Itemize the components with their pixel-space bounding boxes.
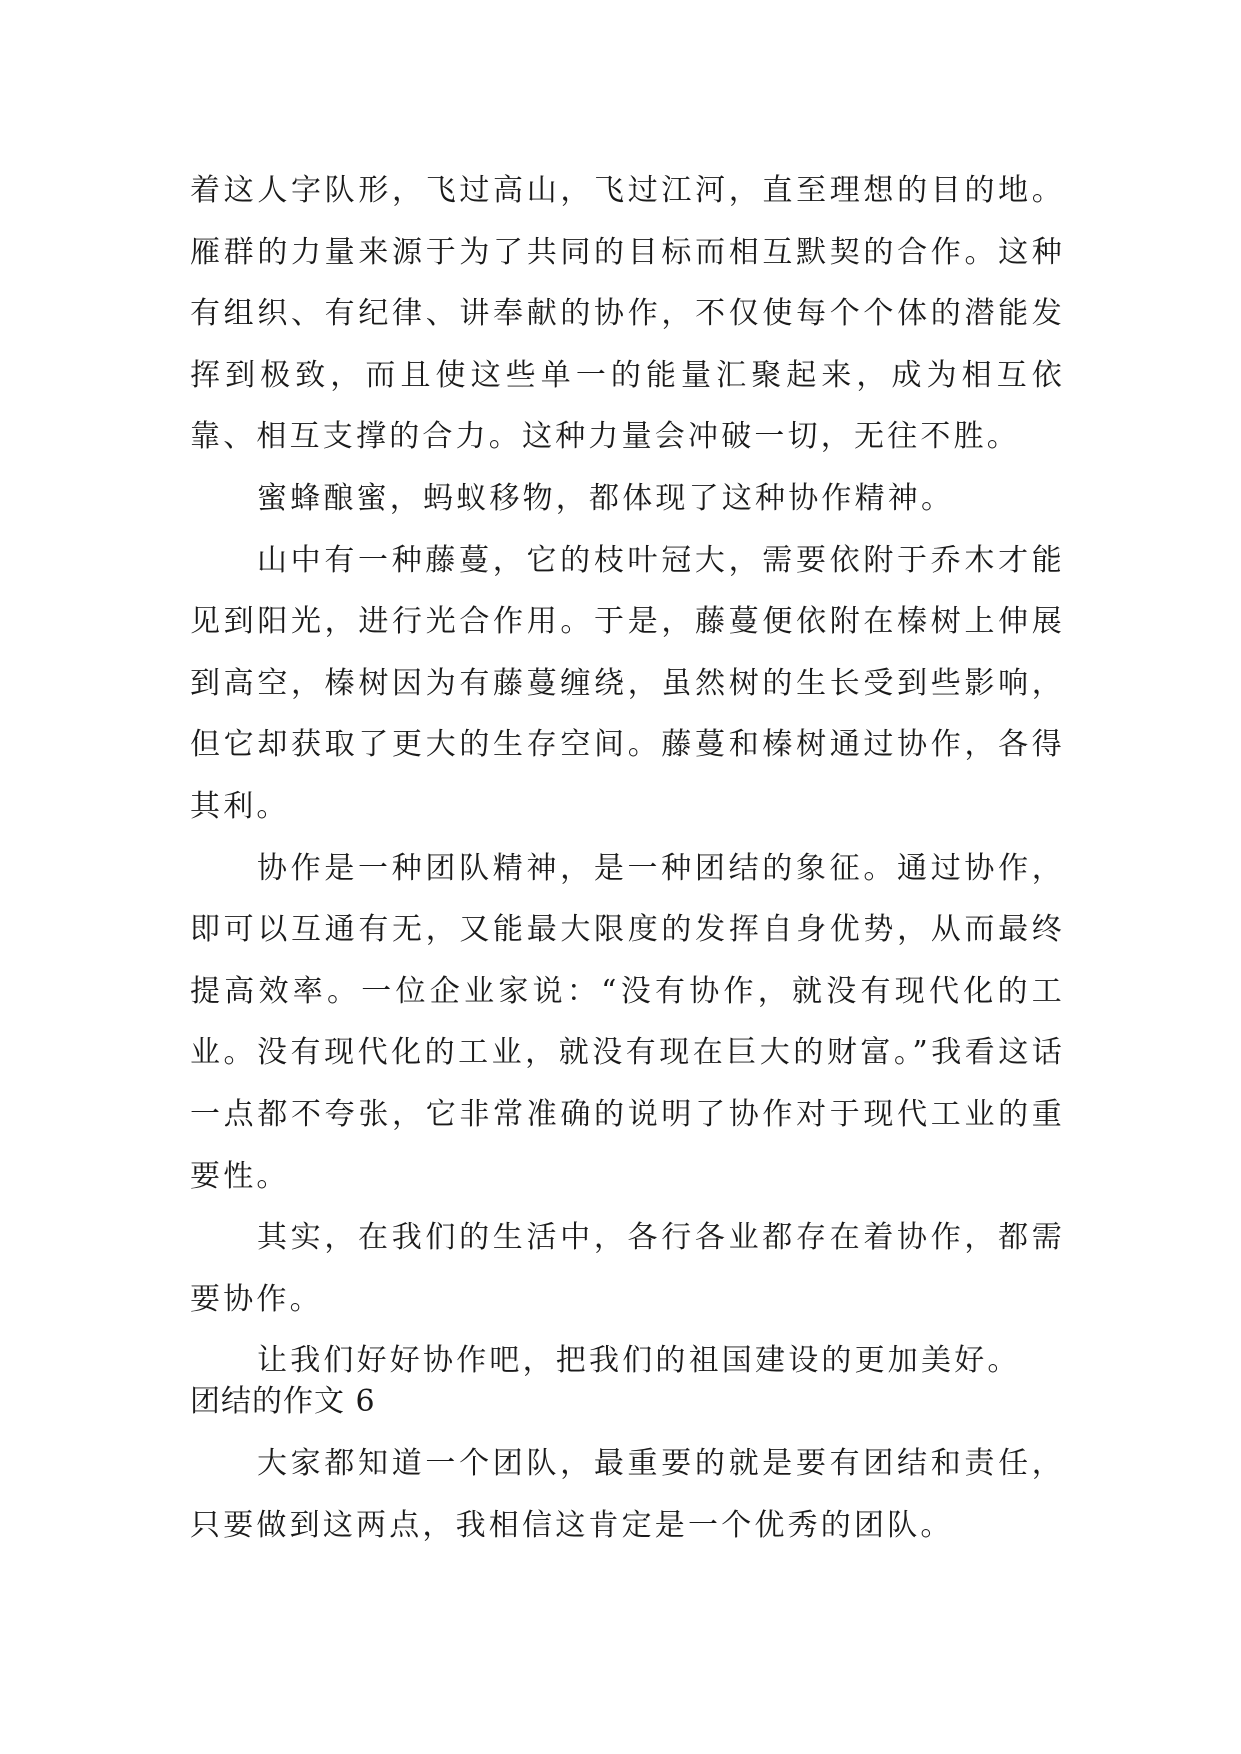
- paragraph-teamwork: 协作是一种团队精神，是一种团结的象征。通过协作，即可以互通有无，又能最大限度的发挥自身优势，从而最终提高效率。一位企业家说：“没有协作，就没有现代化的工业。没有现代化的工业，就没有现在巨大的财富。”我看这话一点都不夸张，它非常准确的说明了协作对于现代工业的重要性。: [190, 850, 1065, 1194]
- section-paragraph: 大家都知道一个团队，最重要的就是要有团结和责任，只要做到这两点，我相信这肯定是一个优秀的团队。: [190, 1446, 1065, 1543]
- section-body: [190, 1433, 1065, 1556]
- paragraph-continued: 着这人字队形，飞过高山，飞过江河，直至理想的目的地。雁群的力量来源于为了共同的目标而相互默契的合作。这种有组织、有纪律、讲奉献的协作，不仅使每个个体的潜能发挥到极致，而且使这些单一的能量汇聚起来，成为相互依靠、相互支撑的合力。这种力量会冲破一切，无往不胜。: [190, 173, 1065, 455]
- paragraph-bees-ants: 蜜蜂酿蜜，蚂蚁移物，都体现了这种协作精神。: [257, 480, 955, 516]
- section-heading: 团结的作文 6: [190, 1384, 376, 1419]
- paragraph-everyday-life: 其实，在我们的生活中，各行各业都存在着协作，都需要协作。: [190, 1220, 1065, 1317]
- paragraph-vine-hazel: 山中有一种藤蔓，它的枝叶冠大，需要依附于乔木才能见到阳光，进行光合作用。于是，藤蔓便依附在榛树上伸展到高空，榛树因为有藤蔓缠绕，虽然树的生长受到些影响，但它却获取了更大的生存空间。藤蔓和榛树通过协作，各得其利。: [190, 542, 1065, 824]
- paragraph-conclusion: 让我们好好协作吧，把我们的祖国建设的更加美好。: [257, 1343, 1021, 1379]
- essay-body: [190, 160, 1065, 1392]
